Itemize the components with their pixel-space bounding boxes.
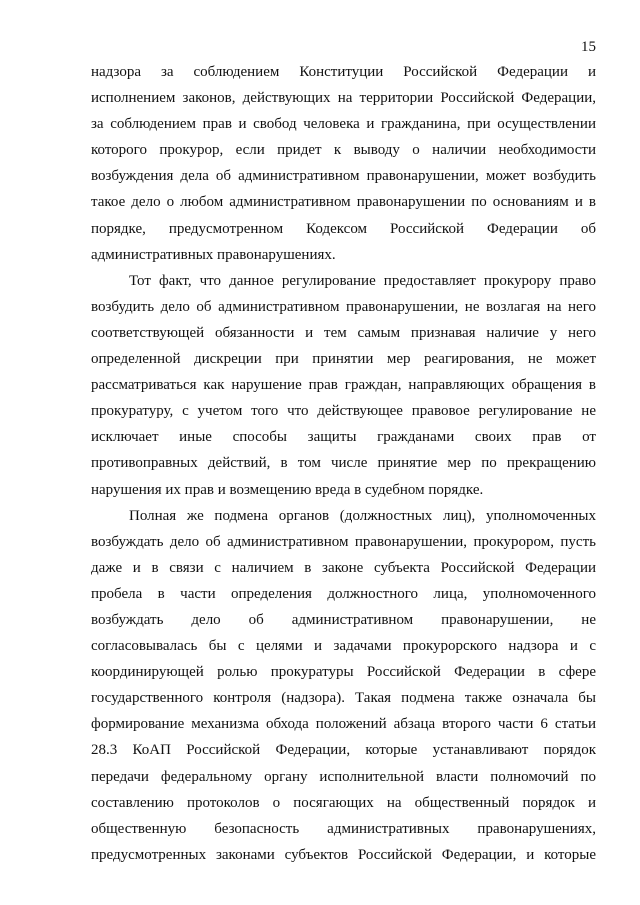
body-text [91,59,596,868]
text-line: возбудить дело об административном правонарушении, не возлагая на него [91,298,596,315]
text-line: за соблюдением прав и свобод человека и гражданина, при осуществлении [91,116,596,133]
text-line: предусмотренных законами субъектов Российской Федерации, и которые [91,846,596,863]
page-number: 15 [581,39,596,55]
text-line: исключает иные способы защиты гражданами своих прав от [91,429,596,446]
paragraph-2 [91,268,596,503]
paragraph-3 [91,503,596,868]
text-line: согласовывалась бы с целями и задачами прокурорского надзора и с [91,638,596,655]
text-line: государственного контроля (надзора). Такая подмена также означала бы [91,690,596,707]
text-line: Полная же подмена органов (должностных лиц), уполномоченных [129,507,596,524]
text-line: формирование механизма обхода положений абзаца второго части 6 статьи [91,716,596,733]
text-line: противоправных действий, в том числе принятие мер по прекращению [91,455,596,472]
text-line: соответствующей обязанности и тем самым признавая наличие у него [91,324,596,341]
text-line: определенной дискреции при принятии мер реагирования, не может [91,351,596,368]
text-line: нарушения их прав и возмещению вреда в судебном порядке. [91,481,484,498]
text-line: 28.3 КоАП Российской Федерации, которые устанавливают порядок [91,742,596,759]
text-line: координирующей ролью прокуратуры Российской Федерации в сфере [91,664,596,681]
text-line: порядке, предусмотренном Кодексом Российской Федерации об [91,220,596,237]
text-line: рассматриваться как нарушение прав граждан, направляющих обращения в [91,377,596,394]
text-line: надзора за соблюдением Конституции Российской Федерации и [91,64,596,80]
text-line: исполнением законов, действующих на территории Российской Федерации, [91,90,596,107]
paragraph-1 [91,59,596,268]
text-line: возбуждать дело об административном правонарушении, прокурором, пусть [91,533,596,550]
text-line: возбуждения дела об административном правонарушении, может возбудить [91,168,596,185]
text-line: такое дело о любом административном правонарушении по основаниям и в [91,194,596,211]
text-line: передачи федеральному органу исполнительной власти полномочий по [91,768,596,785]
text-line: составлению протоколов о посягающих на общественный порядок и [91,794,596,811]
text-line: прокуратуру, с учетом того что действующее правовое регулирование не [91,403,596,420]
text-line: возбуждать дело об административном правонарушении, не [91,611,596,628]
text-line: общественную безопасность административных правонарушениях, [91,820,596,837]
text-line: пробела в части определения должностного лица, уполномоченного [91,585,596,602]
text-line: даже и в связи с наличием в законе субъекта Российской Федерации [91,559,596,576]
text-line: административных правонарушениях. [91,246,336,263]
text-line: Тот факт, что данное регулирование предоставляет прокурору право [129,272,596,289]
text-line: которого прокурор, если придет к выводу о наличии необходимости [91,142,596,159]
